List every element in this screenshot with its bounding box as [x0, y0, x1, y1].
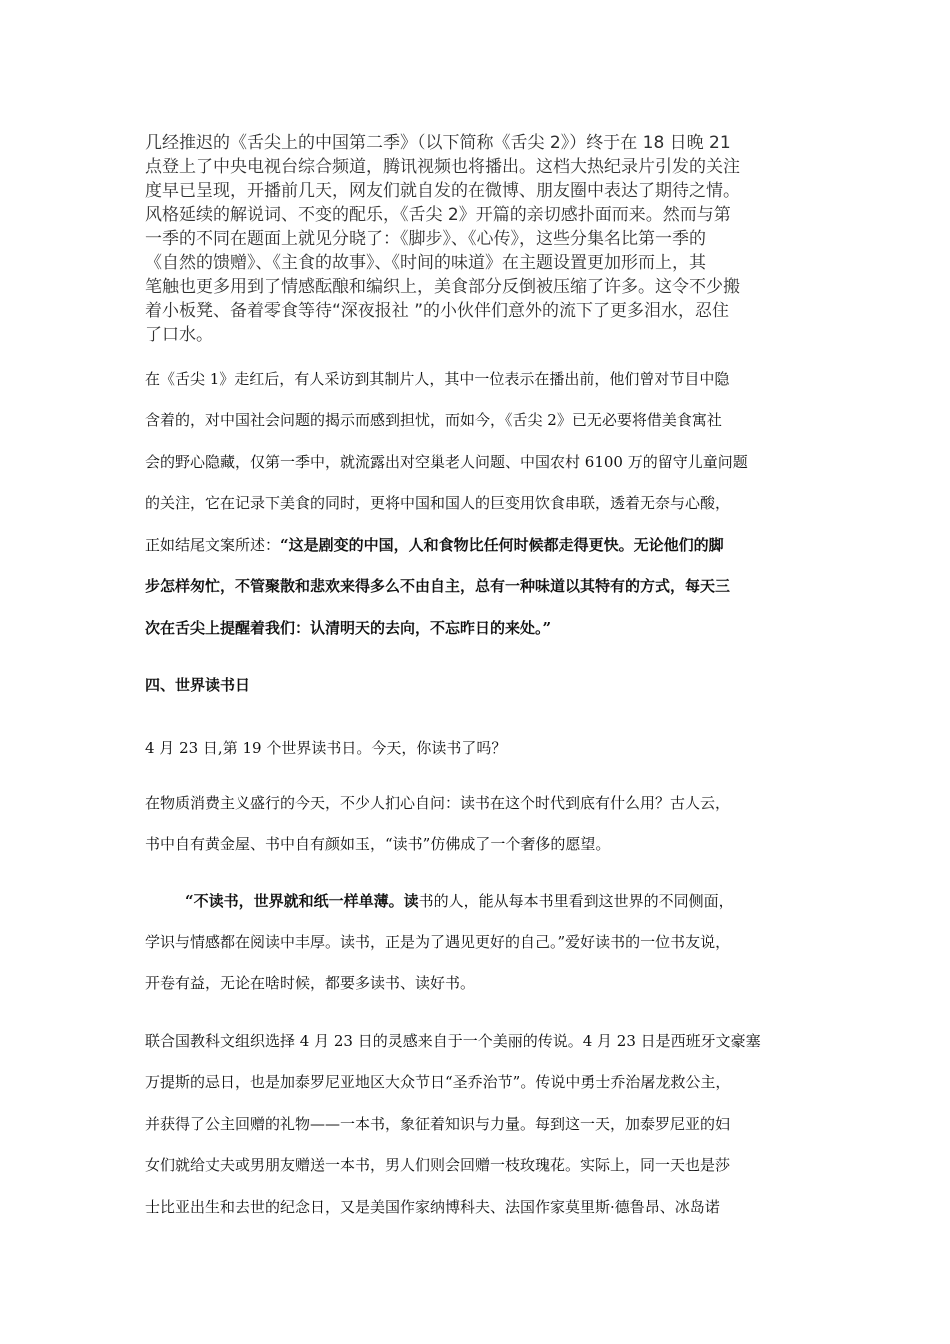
text-line: 的关注，它在记录下美食的同时，更将中国和国人的巨变用饮食串联，透着无奈与心酸，	[145, 494, 731, 512]
quote-rest: 书的人，能从每本书里看到这世界的不同侧面，	[418, 892, 734, 910]
text-line: 含着的，对中国社会问题的揭示而感到担忧，而如今，《舌尖 2》已无必要将借美食寓社	[145, 411, 722, 429]
text-line: 书中自有黄金屋、书中自有颜如玉，“读书”仿佛成了一个奢侈的愿望。	[145, 835, 611, 853]
text-line: 在《舌尖 1》走红后，有人采访到其制片人，其中一位表示在播出前，他们曾对节目中隐	[145, 370, 730, 388]
text-line: 万提斯的忌日，也是加泰罗尼亚地区大众节日“圣乔治节”。传说中勇士乔治屠龙救公主，	[145, 1073, 731, 1091]
text-line: 并获得了公主回赠的礼物——一本书，象征着知识与力量。每到这一天，加泰罗尼亚的妇	[145, 1115, 731, 1133]
bold-quote: “不读书，世界就和纸一样单薄。读	[185, 892, 419, 910]
quote-lead: 正如结尾文案所述：	[145, 536, 281, 554]
scan-line: 点登上了中央电视台综合频道，腾讯视频也将播出。这档大热纪录片引发的关注	[145, 157, 740, 177]
scan-line: 度早已呈现，开播前几天，网友们就自发的在微博、朋友圈中表达了期待之情。	[145, 181, 740, 201]
text-line: 女们就给丈夫或男朋友赠送一本书，男人们则会回赠一枝玫瑰花。实际上，同一天也是莎	[145, 1156, 731, 1174]
text-line	[185, 890, 734, 911]
scan-line: 笔触也更多用到了情感酝酿和编织上，美食部分反倒被压缩了许多。这令不少搬	[145, 277, 740, 297]
scan-line: 几经推迟的《舌尖上的中国第二季》（以下简称《舌尖 2》）终于在 18 日晚 21	[145, 133, 731, 153]
text-line: 在物质消费主义盛行的今天，不少人扪心自问：读书在这个时代到底有什么用？古人云，	[145, 794, 731, 812]
text-line	[145, 534, 724, 555]
text-line: 联合国教科文组织选择 4 月 23 日的灵感来自于一个美丽的传说。4 月 23 日是西班牙文豪塞	[145, 1032, 761, 1050]
scan-line: 了口水。	[145, 325, 213, 345]
closing-quote: “这是剧变的中国，人和食物比任何时候都走得更快。无论他们的脚	[280, 536, 724, 554]
scan-line: 风格延续的解说词、不变的配乐，《舌尖 2》开篇的亲切感扑面而来。然而与第	[145, 205, 731, 225]
scan-line: 《自然的馈赠》、《主食的故事》、《时间的味道》在主题设置更加形而上，其	[145, 253, 706, 273]
closing-quote: 次在舌尖上提醒着我们：认清明天的去向，不忘昨日的来处。”	[145, 619, 552, 637]
closing-quote: 步怎样匆忙，不管聚散和悲欢来得多么不由自主，总有一种味道以其特有的方式，每天三	[145, 577, 731, 595]
text-line: 会的野心隐藏，仅第一季中，就流露出对空巢老人问题、中国农村 6100 万的留守儿童问题	[145, 453, 748, 471]
scan-line: 着小板凳、备着零食等待“深夜报社 ”的小伙伴们意外的流下了更多泪水，忍住	[145, 301, 730, 321]
text-line: 士比亚出生和去世的纪念日，又是美国作家纳博科夫、法国作家莫里斯·德鲁昂、冰岛诺	[145, 1198, 720, 1216]
text-line: 开卷有益，无论在啥时候，都要多读书、读好书。	[145, 974, 476, 992]
reading-day-line: 4 月 23 日,第 19 个世界读书日。今天，你读书了吗？	[145, 739, 507, 757]
section-heading: 四、世界读书日	[145, 676, 251, 694]
text-line: 学识与情感都在阅读中丰厚。读书，正是为了遇见更好的自己。”爱好读书的一位书友说，	[145, 933, 731, 951]
scan-line: 一季的不同在题面上就见分晓了：《脚步》、《心传》，这些分集名比第一季的	[145, 229, 706, 249]
